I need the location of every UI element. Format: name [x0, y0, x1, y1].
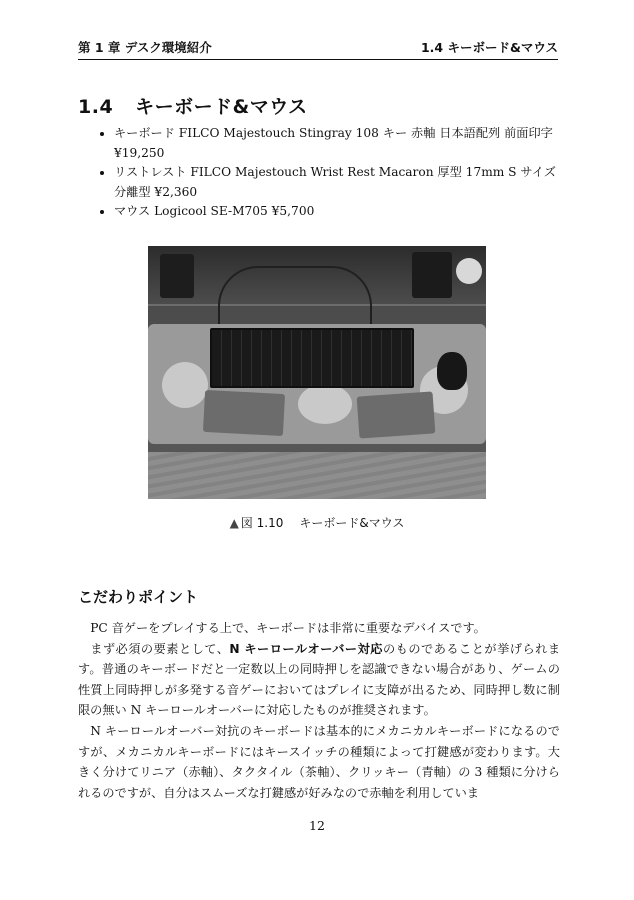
figure-label: 図 1.10 — [240, 516, 284, 530]
figure-caption — [148, 514, 486, 531]
mouse — [437, 352, 467, 390]
list-item: • マウス Logicool SE-M705 ¥5,700 — [114, 202, 560, 222]
coaster — [456, 258, 482, 284]
section-number: 1.4 — [78, 96, 114, 118]
list-item: • キーボード FILCO Majestouch Stingray 108 キー 赤軸 日本語配列 前面印字 ¥19,250 — [114, 124, 560, 163]
desk-photo — [148, 246, 486, 499]
keyboard-cable — [218, 266, 372, 328]
header-section: 1.4 キーボード&マウス — [420, 40, 558, 55]
header-chapter: 第 1 章 デスク環境紹介 — [78, 40, 212, 55]
paragraph — [78, 639, 560, 721]
keyboard — [210, 328, 414, 388]
page-number: 12 — [309, 818, 325, 833]
wrist-rest-left — [203, 390, 285, 436]
speaker-left — [160, 254, 194, 298]
mat-character — [298, 384, 352, 424]
mat-character — [162, 362, 208, 408]
wrist-rest-right — [357, 391, 436, 438]
running-header — [78, 38, 558, 60]
desk-wood — [148, 452, 486, 499]
subheading: こだわりポイント — [78, 588, 199, 606]
speaker-right — [412, 252, 452, 298]
list-item: • リストレスト FILCO Majestouch Wrist Rest Macaron 厚型 17mm S サイズ 分離型 ¥2,360 — [114, 163, 560, 202]
section-title — [78, 92, 308, 119]
figure-title: キーボード&マウス — [299, 516, 405, 530]
caption-triangle-icon: ▲ — [229, 516, 239, 530]
bold-term: N キーロールオーバー対応 — [229, 641, 383, 656]
text-run: のものであることが挙げられます。普通のキーボードだと一定数以上の同時押しを認識できない場合があり、ゲームの性質上同時押しが多発する音ゲーにおいてはプレイに支障が出るため、同時押し数に制限の無い N キーロールオーバーに対応したものが推奨されます。 — [78, 641, 561, 718]
paragraph: N キーロールオーバー対抗のキーボードは基本的にメカニカルキーボードになるのですが、メカニカルキーボードにはキースイッチの種類によって打鍵感が変わります。大きく分けてリニア（赤軸）、タクタイル（茶軸）、クリッキー（青軸）の 3 種類に分けられるのですが、自分はスムーズな打鍵感が好みなので赤軸を利用していま — [78, 723, 560, 800]
section-title-text: キーボード&マウス — [135, 96, 308, 118]
body-text — [78, 618, 560, 803]
product-list — [78, 124, 560, 222]
text-run: まず必須の要素として、 — [90, 641, 230, 656]
paragraph: PC 音ゲーをプレイする上で、キーボードは非常に重要なデバイスです。 — [90, 621, 486, 635]
